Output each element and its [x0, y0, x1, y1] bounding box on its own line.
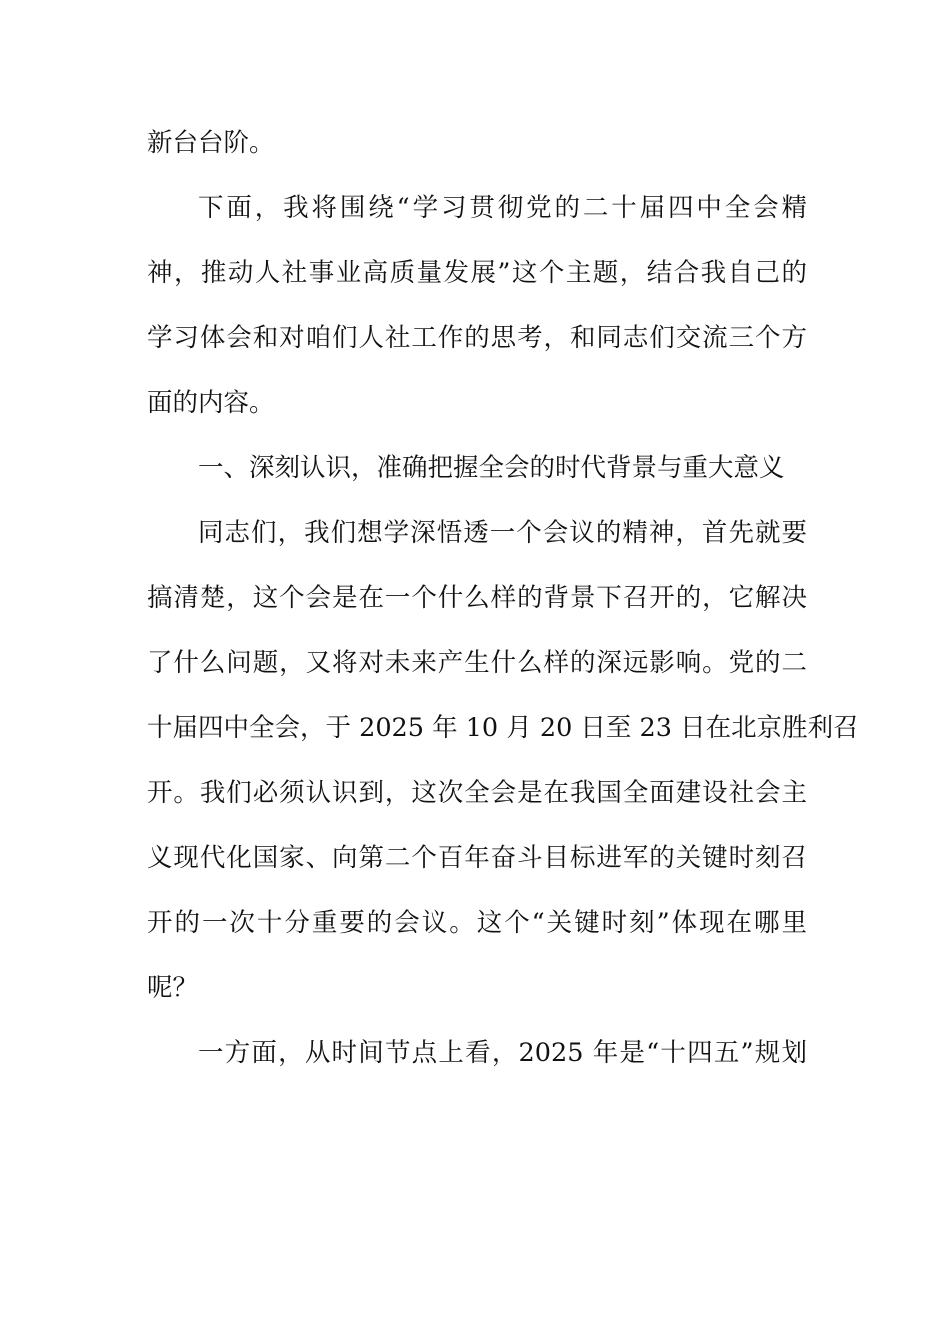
paragraph-start-line: 一方面，从时间节点上看，2025 年是“十四五”规划 — [198, 1038, 807, 1068]
text-line: 学习体会和对咱们人社工作的思考，和同志们交流三个方 — [147, 323, 807, 353]
text-line: 十届四中全会，于 2025 年 10 月 20 日至 23 日在北京胜利召 — [147, 713, 859, 743]
text-line: 义现代化国家、向第二个百年奋斗目标进军的关键时刻召 — [147, 843, 807, 873]
text-line: 新台台阶。 — [147, 128, 275, 158]
section-heading: 一、深刻认识，准确把握全会的时代背景与重大意义 — [198, 453, 785, 483]
paragraph-start-line: 下面，我将围绕“学习贯彻党的二十届四中全会精 — [198, 193, 807, 223]
text-line: 神，推动人社事业高质量发展”这个主题，结合我自己的 — [147, 258, 807, 288]
text-line: 开。我们必须认识到，这次全会是在我国全面建设社会主 — [147, 778, 807, 808]
text-line: 面的内容。 — [147, 388, 275, 418]
text-line: 了什么问题，又将对未来产生什么样的深远影响。党的二 — [147, 648, 807, 678]
text-line: 开的一次十分重要的会议。这个“关键时刻”体现在哪里 — [147, 908, 807, 938]
text-line: 搞清楚，这个会是在一个什么样的背景下召开的，它解决 — [147, 583, 807, 613]
text-line: 呢？ — [147, 973, 199, 1003]
paragraph-start-line: 同志们，我们想学深悟透一个会议的精神，首先就要 — [198, 518, 807, 548]
